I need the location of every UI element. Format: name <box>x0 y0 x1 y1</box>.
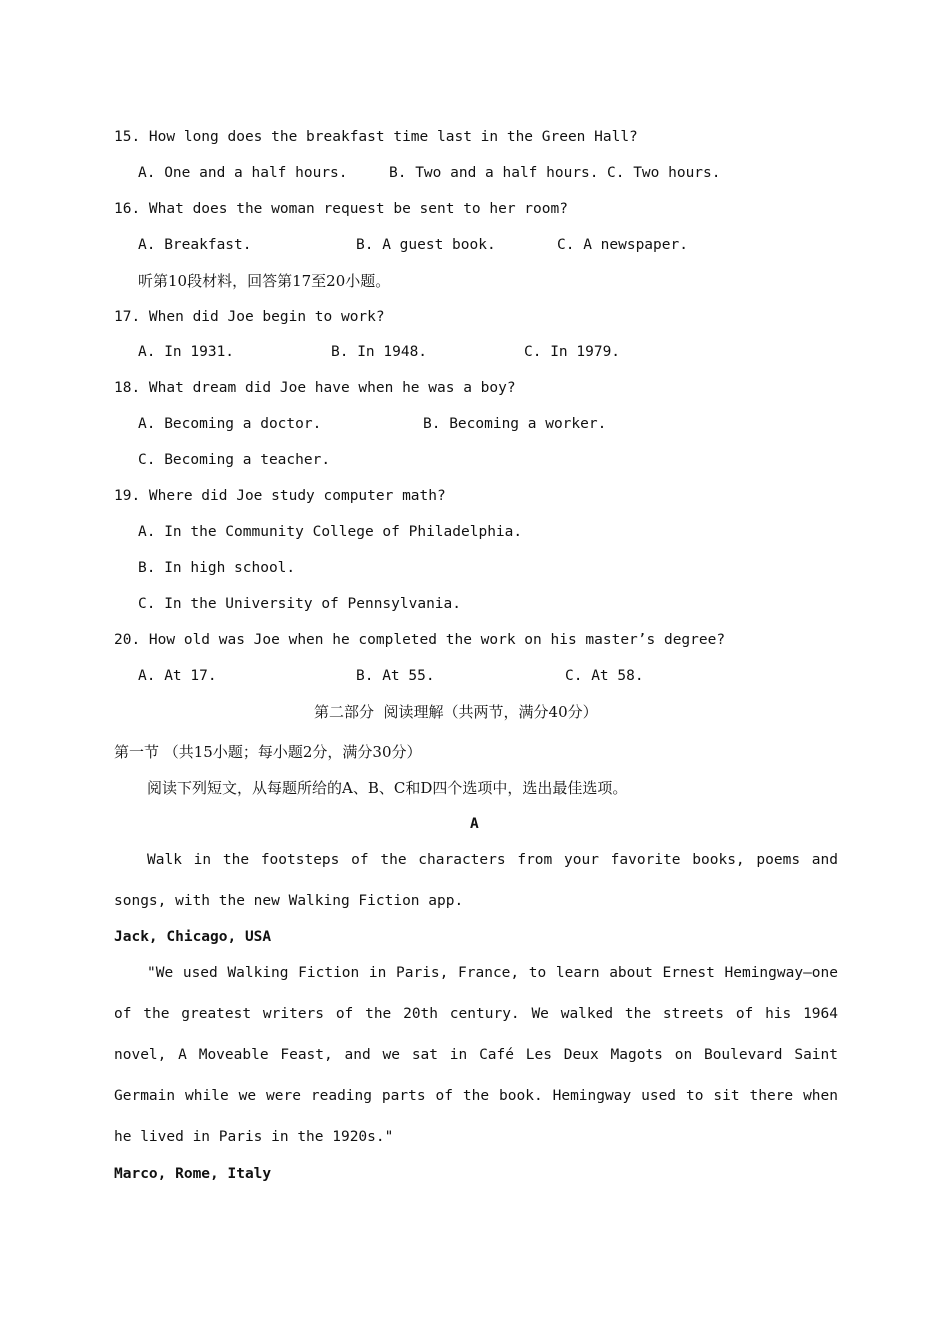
q16-option-c: C. A newspaper. <box>557 237 688 253</box>
part-two-title: 第二部分 阅读理解（共两节，满分40分） <box>314 703 598 721</box>
q17-option-b: B. In 1948. <box>331 344 428 360</box>
q18-option-c: C. Becoming a teacher. <box>138 452 331 468</box>
q20-option-a: A. At 17. <box>138 668 217 684</box>
question-16: 16. What does the woman request be sent to her room? <box>114 201 568 217</box>
section-one-title: 第一节 （共15小题；每小题2分，满分30分） <box>114 743 422 761</box>
q20-option-b: B. At 55. <box>356 668 435 684</box>
q18-option-a: A. Becoming a doctor. <box>138 416 322 432</box>
question-20: 20. How old was Joe when he completed the work on his master’s degree? <box>114 632 726 648</box>
q15-option-b: B. Two and a half hours. <box>389 165 599 181</box>
q15-option-c: C. Two hours. <box>607 165 721 181</box>
passage-intro: Walk in the footsteps of the characters from your favorite books, poems and songs, with the new Walking Fiction app. <box>114 852 838 909</box>
q16-option-a: A. Breakfast. <box>138 237 252 253</box>
speaker-jack: Jack, Chicago, USA <box>114 929 272 945</box>
question-17: 17. When did Joe begin to work? <box>114 309 385 325</box>
speaker-marco: Marco, Rome, Italy <box>114 1166 272 1182</box>
reading-instruction: 阅读下列短文，从每题所给的A、B、C和D四个选项中，选出最佳选项。 <box>147 779 628 797</box>
q17-option-a: A. In 1931. <box>138 344 235 360</box>
q19-option-b: B. In high school. <box>138 560 296 576</box>
question-15: 15. How long does the breakfast time last in the Green Hall? <box>114 129 638 145</box>
q19-option-c: C. In the University of Pennsylvania. <box>138 596 462 612</box>
q15-option-a: A. One and a half hours. <box>138 165 348 181</box>
q17-option-c: C. In 1979. <box>524 344 621 360</box>
question-18: 18. What dream did Joe have when he was a boy? <box>114 380 516 396</box>
section-10-instruction: 听第10段材料，回答第17至20小题。 <box>138 272 391 290</box>
q18-option-b: B. Becoming a worker. <box>423 416 607 432</box>
passage-letter: A <box>470 816 479 832</box>
q19-option-a: A. In the Community College of Philadelphia. <box>138 524 523 540</box>
q20-option-c: C. At 58. <box>565 668 644 684</box>
q16-option-b: B. A guest book. <box>356 237 496 253</box>
question-19: 19. Where did Joe study computer math? <box>114 488 446 504</box>
quote-jack: "We used Walking Fiction in Paris, France, to learn about Ernest Hemingway—one of the greatest writers of the 20th century. We walked the streets of his 1964 novel, A Moveable Feast, and we sat in Café Les Deux Magots on Boulevard Saint Germain while we were reading parts of the book. Hemingway used to sit there when he lived in Paris in the 1920s." <box>114 965 838 1145</box>
